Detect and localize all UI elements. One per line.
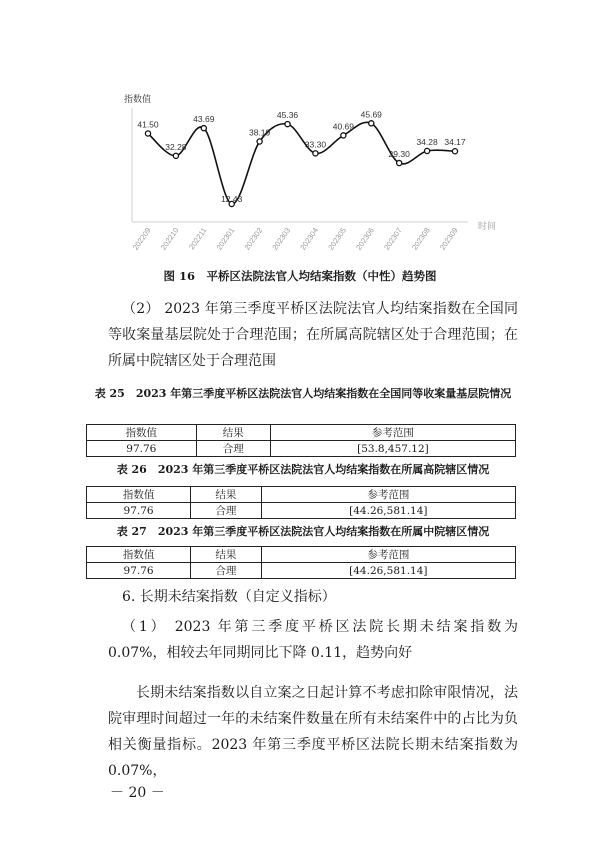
table-cell-range: [53.8,457.12] <box>270 441 515 457</box>
x-tick-label: 202301 <box>214 225 237 252</box>
table-cell-index: 97.76 <box>87 563 191 579</box>
y-axis-label: 指数值 <box>124 94 152 104</box>
figure-caption: 图 16 平桥区法院法官人均结案指数（中性）趋势图 <box>163 269 437 283</box>
x-tick-label: 202211 <box>187 225 209 252</box>
series-line <box>148 122 455 204</box>
data-point <box>173 153 178 158</box>
table-27 <box>86 546 516 579</box>
data-label: 45.69 <box>360 109 382 120</box>
table-cell-result: 合理 <box>196 441 270 457</box>
table-27-caption: 表 27 2023 年第三季度平桥区法院法官人均结案指数在所属中院辖区情况 <box>116 525 490 538</box>
data-label: 34.28 <box>416 136 438 147</box>
x-tick-label: 202304 <box>298 225 321 252</box>
section-6-heading: 6. 长期未结案指数（自定义指标） <box>122 589 336 605</box>
x-tick-label: 202307 <box>382 225 404 252</box>
paragraph-6-body <box>108 680 518 784</box>
data-point <box>452 149 457 154</box>
table-cell-result: 合理 <box>191 503 262 519</box>
paragraph-2 <box>108 296 518 374</box>
trend-chart-svg <box>110 84 500 264</box>
data-label: 45.36 <box>276 110 299 121</box>
table-header-result: 结果 <box>196 425 270 441</box>
table-header-range: 参考范围 <box>261 487 515 503</box>
table-26-caption: 表 26 2023 年第三季度平桥区法院法官人均结案指数在所属高院辖区情况 <box>116 463 490 476</box>
data-label: 43.69 <box>193 114 215 125</box>
data-point <box>257 139 262 144</box>
table-header-index: 指数值 <box>87 487 191 503</box>
paragraph-6-1 <box>108 614 518 666</box>
x-tick-label: 202306 <box>354 225 376 252</box>
data-label: 34.17 <box>444 137 466 148</box>
data-label: 12.43 <box>221 193 243 204</box>
data-label: 32.28 <box>165 141 187 152</box>
table-cell-index: 97.76 <box>87 441 197 457</box>
table-cell-range: [44.26,581.14] <box>261 563 515 579</box>
data-label: 29.30 <box>388 149 410 160</box>
x-tick-label: 202303 <box>270 225 293 252</box>
paragraph-2-text: （2） 2023 年第三季度平桥区法院法官人均结案指数在全国同等收案量基层院处于合理范围；在所属高院辖区处于合理范围；在所属中院辖区处于合理范围 <box>108 301 518 369</box>
table-cell-result: 合理 <box>191 563 262 579</box>
table-cell-range: [44.26,581.14] <box>261 503 515 519</box>
page-number: － 20 － <box>110 785 165 801</box>
table-25-caption: 表 25 2023 年第三季度平桥区法院法官人均结案指数在全国同等收案量基层院情况 <box>94 387 512 400</box>
table-header-result: 结果 <box>191 487 262 503</box>
data-point <box>313 151 318 156</box>
x-tick-label: 202309 <box>437 225 460 252</box>
data-point <box>424 148 429 153</box>
data-point <box>285 122 290 127</box>
table-row <box>87 503 516 519</box>
data-label: 33.30 <box>304 139 327 150</box>
x-tick-label: 202305 <box>326 225 349 252</box>
table-row <box>87 441 516 457</box>
data-point <box>341 133 346 138</box>
paragraph-6-body-text: 长期未结案指数以自立案之日起计算不考虑扣除审限情况，法院审理时间超过一年的未结案件数量在所有未结案件中的占比为负相关衡量指标。2023 年第三季度平桥区法院长期未结案指数为 0.07%， <box>108 685 518 779</box>
data-point <box>145 131 150 136</box>
table-26 <box>86 486 516 519</box>
table-header-index: 指数值 <box>87 425 197 441</box>
x-tick-label: 202209 <box>130 225 153 252</box>
x-tick-label: 202308 <box>409 225 432 252</box>
data-label: 41.50 <box>137 119 159 130</box>
table-header-range: 参考范围 <box>270 425 515 441</box>
trend-chart <box>110 84 500 264</box>
table-cell-index: 97.76 <box>87 503 191 519</box>
table-row <box>87 563 516 579</box>
data-point <box>369 121 374 126</box>
table-header-index: 指数值 <box>87 547 191 563</box>
table-25 <box>86 424 516 457</box>
data-point <box>201 126 206 131</box>
x-axis-label: 时间 <box>478 221 497 231</box>
table-header-range: 参考范围 <box>261 547 515 563</box>
data-point <box>397 160 402 165</box>
data-label: 40.69 <box>332 121 355 132</box>
data-label: 38.19 <box>248 127 271 138</box>
x-tick-label: 202302 <box>242 225 265 252</box>
table-header-result: 结果 <box>191 547 262 563</box>
x-tick-label: 202210 <box>158 225 181 252</box>
paragraph-6-1-text: （1） 2023 年第三季度平桥区法院长期未结案指数为 0.07%，相较去年同期同比下降 0.11，趋势向好 <box>108 619 518 661</box>
